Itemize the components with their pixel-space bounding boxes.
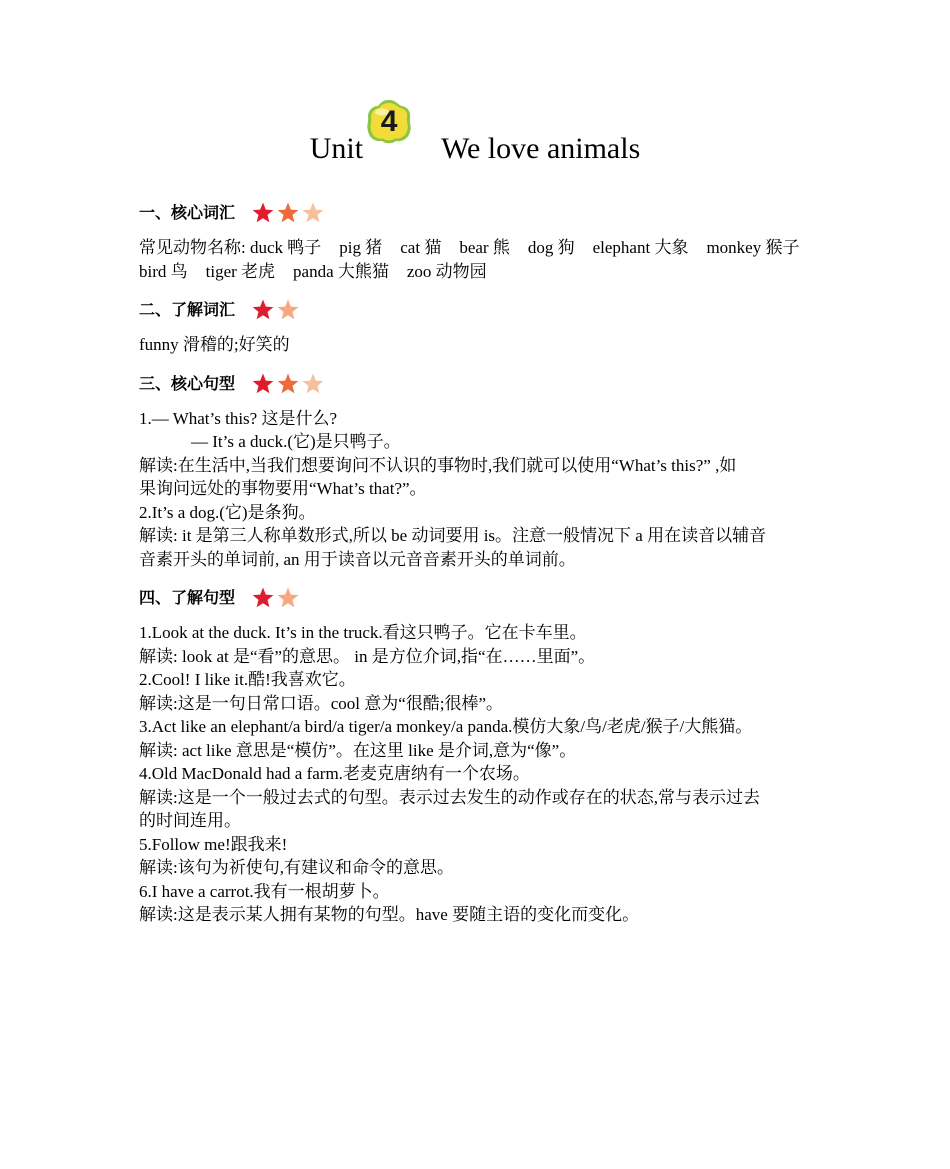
core-sentences-text [139,407,819,572]
text-line: 解读:这是一句日常口语。cool 意为“很酷;很棒”。 [139,693,504,713]
section-heading-core-vocab [139,196,819,230]
page-title [0,105,950,181]
star-icon [276,372,300,396]
text-line: 解读:该句为祈使句,有建议和命令的意思。 [139,858,454,877]
star-icon [276,298,300,322]
vocab-item: zoo 动物园 [406,261,487,281]
extra-sentences-text [139,621,819,927]
text-line: 解读: act like 意思是“模仿”。在这里 like 是介词,意为“像”。 [139,740,577,760]
vocab-line [139,260,819,284]
extra-vocab-text [139,333,819,357]
difficulty-stars [251,298,301,322]
text-line: 1.Look at the duck. It’s in the truck.看这只鸭子。它在卡车里。 [139,623,587,642]
vocab-item: bird 鸟 [139,261,188,281]
star-icon [276,586,300,610]
text-line: 解读:这是一个一般过去式的句型。表示过去发生的动作或存在的状态,常与表示过去 [139,787,760,807]
text-line: 1.— What’s this? 这是什么? [139,408,337,428]
vocab-item: duck 鸭子 [249,238,322,257]
unit-word: Unit [309,132,364,165]
text-line: 解读: it 是第三人称单数形式,所以 be 动词要用 is。注意一般情况下 a 用在读音以辅音 [139,526,767,545]
vocab-item: cat 猫 [400,238,442,257]
text-line: 4.Old MacDonald had a farm.老麦克唐纳有一个农场。 [139,764,530,783]
text-line: 2.It’s a dog.(它)是条狗。 [139,502,316,522]
text-line: 解读:在生活中,当我们想要询问不认识的事物时,我们就可以使用“What’s this?” ,如 [139,455,737,475]
star-icon [251,201,275,225]
core-vocab-heading: 一、核心词汇 [139,203,236,222]
text-line: — It’s a duck.(它)是只鸭子。 [191,432,401,451]
star-icon [251,298,275,322]
text-line: 5.Follow me!跟我来! [139,834,288,854]
vocab-line [139,236,819,260]
vocab-item: pig 猪 [339,238,383,257]
vocab-item: tiger 老虎 [205,261,276,281]
text-line: 3.Act like an elephant/a bird/a tiger/a monkey/a panda.模仿大象/鸟/老虎/猴子/大熊猫。 [139,717,753,736]
text-line: 6.I have a carrot.我有一根胡萝卜。 [139,881,390,901]
star-icon [301,201,325,225]
core-vocab-text [139,236,819,283]
vocab-item: bear 熊 [459,238,510,257]
vocab-item: elephant 大象 [592,238,689,257]
text-line: 音素开头的单词前, an 用于读音以元音音素开头的单词前。 [139,549,576,569]
unit-number: 4 [380,105,398,138]
text-line: 解读: look at 是“看”的意思。 in 是方位介词,指“在……里面”。 [139,646,596,666]
star-icon [251,586,275,610]
star-icon [301,372,325,396]
unit-subtitle: We love animals [441,132,641,165]
text-line: funny 滑稽的;好笑的 [139,335,290,354]
vocab-item: panda 大熊猫 [293,261,389,281]
extra-sentences-heading: 四、了解句型 [139,588,236,607]
vocab-item: monkey 猴子 [706,238,800,257]
difficulty-stars [251,372,326,396]
difficulty-stars [251,201,326,225]
content [139,196,819,927]
text-line: 的时间连用。 [139,811,241,830]
text-line: 果询问远处的事物要用“What’s that?”。 [139,479,427,498]
text-line: 解读:这是表示某人拥有某物的句型。have 要随主语的变化而变化。 [139,905,640,924]
text-line: 2.Cool! I like it.酷!我喜欢它。 [139,670,356,689]
section-heading-extra-sentences [139,581,819,615]
star-icon [251,372,275,396]
section-heading-extra-vocab [139,293,819,327]
unit-number-badge [365,98,413,146]
difficulty-stars [251,586,301,610]
vocab-item: dog 狗 [527,238,575,257]
star-icon [276,201,300,225]
vocab-intro: 常见动物名称: [139,238,246,257]
extra-vocab-heading: 二、了解词汇 [139,300,236,319]
section-heading-core-sentences [139,367,819,401]
core-sentences-heading: 三、核心句型 [139,373,236,393]
